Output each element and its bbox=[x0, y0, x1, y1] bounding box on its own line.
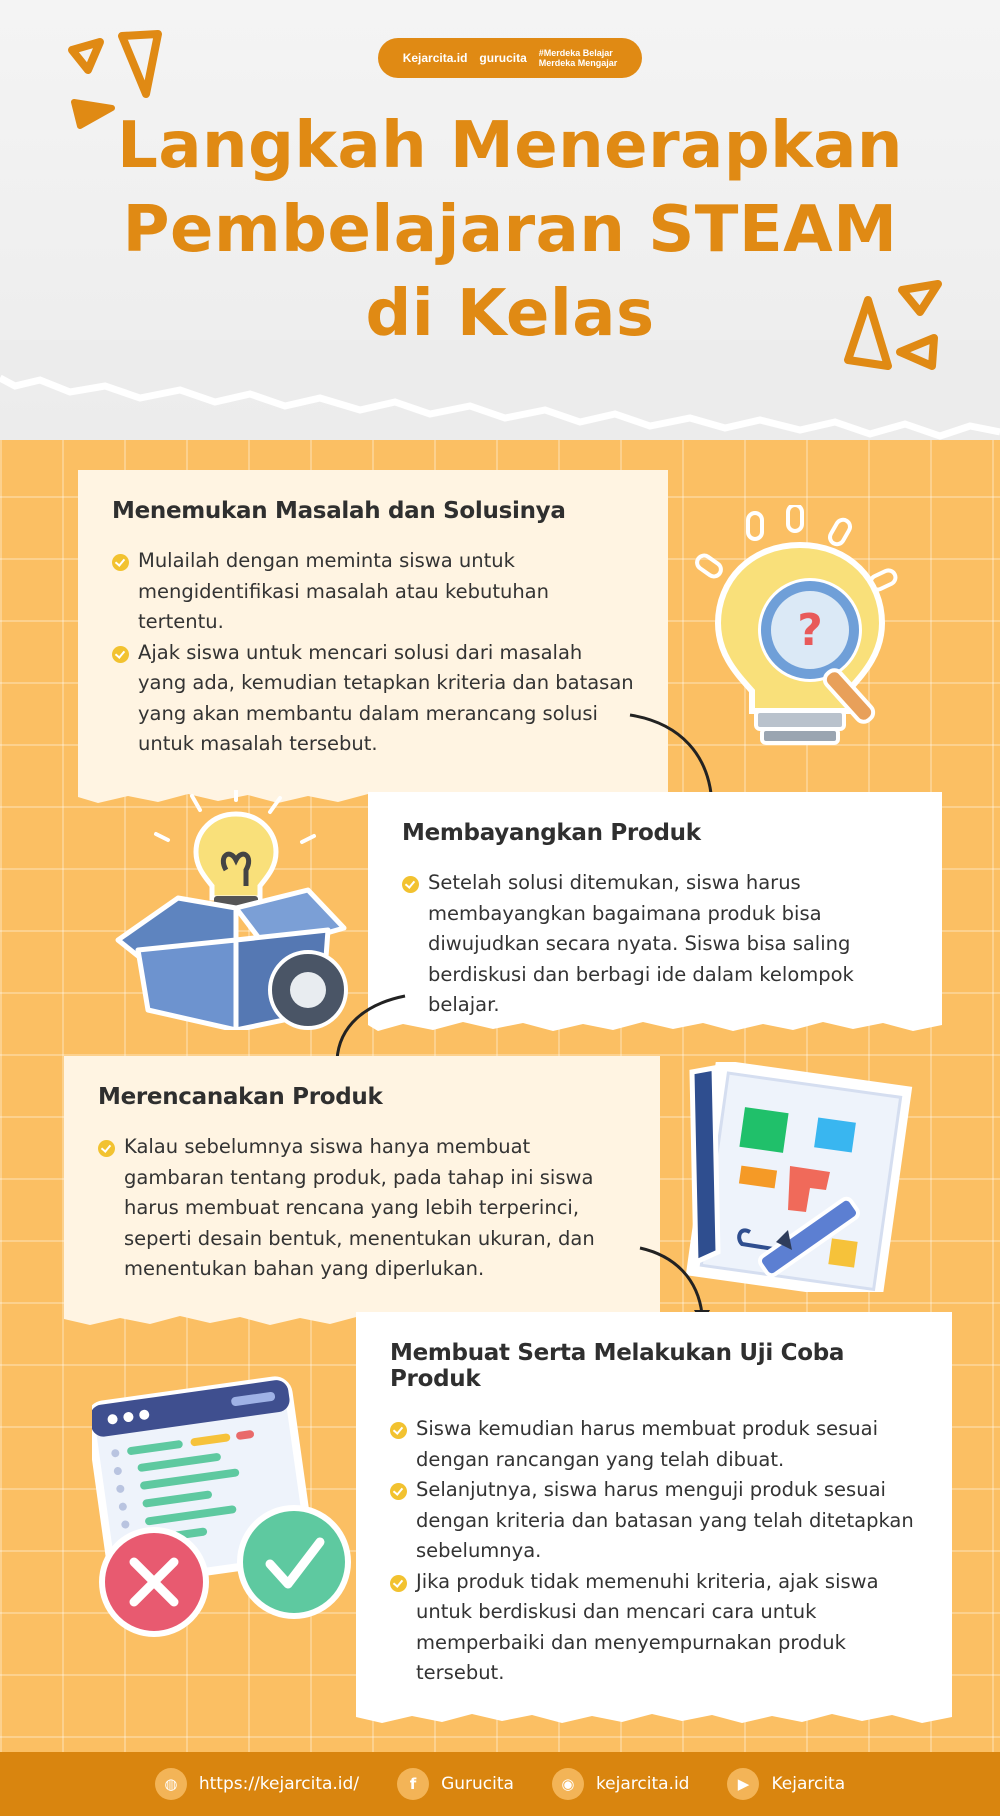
website-text: https://kejarcita.id/ bbox=[198, 1774, 360, 1794]
footer bbox=[0, 1752, 1000, 1816]
globe-icon: ◍ bbox=[155, 1768, 187, 1800]
facebook-icon: f bbox=[397, 1768, 429, 1800]
kejarcita-logo: Kejarcita.id bbox=[402, 51, 468, 65]
title-line-1: Langkah Menerapkan bbox=[117, 109, 903, 183]
check-bullet-icon bbox=[98, 1140, 115, 1157]
step-card-2 bbox=[368, 792, 942, 1020]
check-bullet-icon bbox=[390, 1575, 407, 1592]
list-item: Setelah solusi ditemukan, siswa harus membayangkan bagaimana produk bisa diwujudkan secara nyata. Siswa bisa saling berdiskusi dan berbagi ide dalam kelompok belajar. bbox=[402, 868, 908, 1021]
facebook-text: Gurucita bbox=[441, 1774, 514, 1794]
instagram-text: kejarcita.id bbox=[595, 1774, 690, 1794]
svg-text:?: ? bbox=[797, 605, 823, 656]
list-item: Mulailah dengan meminta siswa untuk mengidentifikasi masalah atau kebutuhan tertentu. bbox=[112, 546, 634, 638]
website-link[interactable] bbox=[155, 1768, 359, 1800]
check-bullet-icon bbox=[112, 554, 129, 571]
list-item: Jika produk tidak memenuhi kriteria, ajak siswa untuk berdiskusi dan mencari cara untuk memperbaiki dan menyempurnakan produk tersebut. bbox=[390, 1567, 918, 1689]
step-card-1 bbox=[78, 470, 668, 792]
step-card-3 bbox=[64, 1056, 660, 1314]
list-item: Selanjutnya, siswa harus menguji produk sesuai dengan kriteria dan batasan yang telah ditetapkan sebelumnya. bbox=[390, 1475, 918, 1567]
step-card-4 bbox=[356, 1312, 952, 1712]
youtube-text: Kejarcita bbox=[771, 1774, 846, 1794]
brand-logos bbox=[378, 38, 642, 78]
step-heading: Membayangkan Produk bbox=[402, 820, 701, 846]
step-heading: Menemukan Masalah dan Solusinya bbox=[112, 498, 566, 524]
campaign-tag: #Merdeka Belajar Merdeka Mengajar bbox=[538, 48, 618, 68]
step-points bbox=[98, 1132, 626, 1285]
step-points bbox=[402, 868, 908, 1021]
step-heading: Merencanakan Produk bbox=[98, 1084, 383, 1110]
list-item: Ajak siswa untuk mencari solusi dari masalah yang ada, kemudian tetapkan kriteria dan batasan yang akan membantu dalam merancang solusi untuk masalah tersebut. bbox=[112, 638, 634, 760]
torn-edge bbox=[368, 1019, 942, 1033]
torn-edge bbox=[356, 1711, 952, 1725]
list-item: Siswa kemudian harus membuat produk sesuai dengan rancangan yang telah dibuat. bbox=[390, 1414, 918, 1475]
instagram-link[interactable] bbox=[552, 1768, 690, 1800]
instagram-icon: ◉ bbox=[552, 1768, 584, 1800]
title-line-2: Pembelajaran STEAM bbox=[122, 193, 898, 267]
check-bullet-icon bbox=[402, 876, 419, 893]
youtube-icon: ▶ bbox=[727, 1768, 759, 1800]
check-bullet-icon bbox=[112, 646, 129, 663]
check-bullet-icon bbox=[390, 1422, 407, 1439]
list-item: Kalau sebelumnya siswa hanya membuat gambaran tentang produk, pada tahap ini siswa harus membuat rencana yang lebih terperinci, seperti desain bentuk, menentukan ukuran, dan menentukan bahan yang diperlukan. bbox=[98, 1132, 626, 1285]
blueprint-plan-icon bbox=[680, 1062, 920, 1292]
title-line-3: di Kelas bbox=[365, 277, 655, 351]
facebook-link[interactable] bbox=[397, 1768, 514, 1800]
youtube-link[interactable] bbox=[727, 1768, 845, 1800]
check-bullet-icon bbox=[390, 1483, 407, 1500]
page-title bbox=[60, 104, 960, 356]
code-test-icon bbox=[92, 1370, 362, 1640]
step-heading: Membuat Serta Melakukan Uji Coba Produk bbox=[390, 1340, 845, 1392]
gurucita-logo: gurucita bbox=[479, 51, 527, 65]
step-points bbox=[112, 546, 634, 760]
step-points bbox=[390, 1414, 918, 1689]
